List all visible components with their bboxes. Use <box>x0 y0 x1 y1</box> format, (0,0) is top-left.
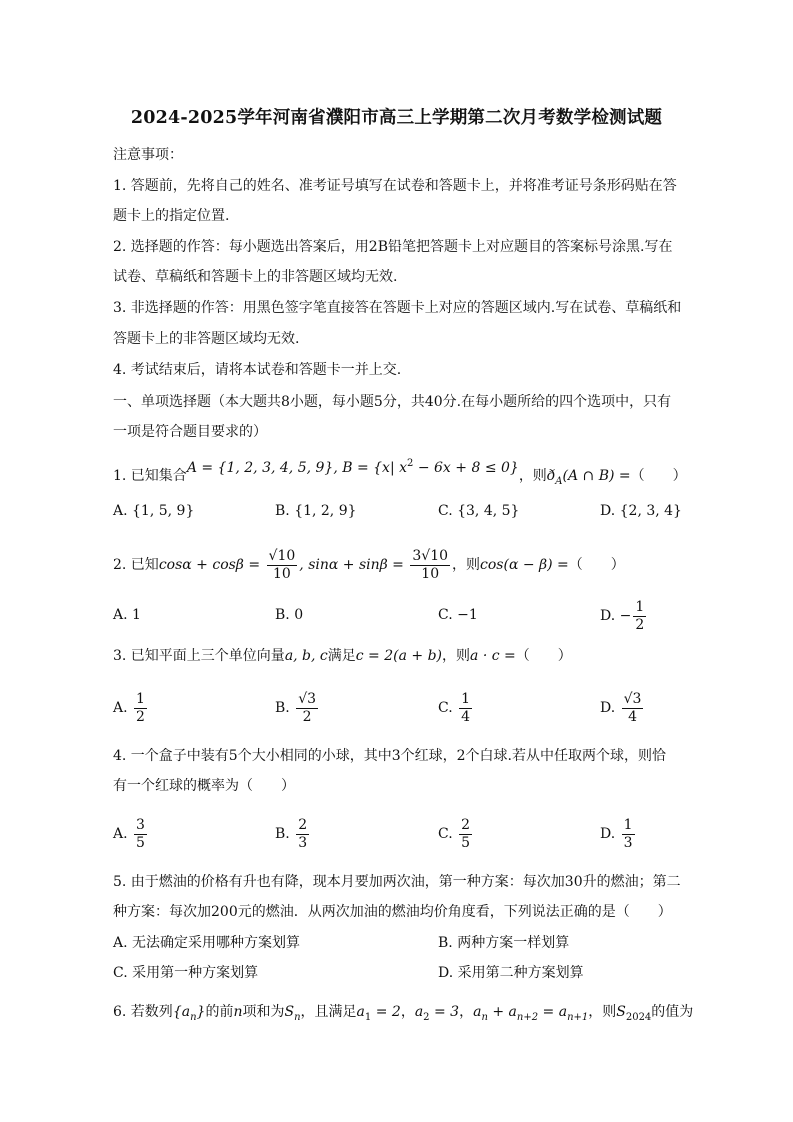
question-5-line-2: 种方案：每次加200元的燃油．从两次加油的燃油均价角度看，下列说法正确的是（ ） <box>113 904 672 920</box>
page-title: 2024-2025学年河南省濮阳市高三上学期第二次月考数学检测试题 <box>130 108 663 128</box>
q2-prefix: 2. 已知 <box>113 557 159 573</box>
q1-tail: ，则 <box>518 468 547 484</box>
q2-lhs-1: cosα + cosβ = <box>158 557 261 573</box>
question-4-line-1: 4. 一个盒子中装有5个大小相同的小球，其中3个红球，2个白球.若从中任取两个球，则恰 <box>113 748 666 764</box>
question-6: 6. 若数列$\{a_n\}$的前n项和为$S_n$，且满足$a_1 = 2$，$a_2 = 3$，$a_n + a_{n+2} = a_{n+1}$，则$S_{2024}$的值为 <box>113 1004 694 1023</box>
q2-expr: cos(α − β) = <box>480 557 569 573</box>
q2-fraction-1: $\frac{√10}{10}$ <box>268 547 296 582</box>
q5-option-a: A. 无法确定采用哪种方案划算 <box>113 935 301 951</box>
q3-option-a: A. $\frac{1}{2}$ <box>113 690 145 725</box>
notice-heading: 注意事项： <box>113 147 183 163</box>
q4-option-a: A. $\frac{3}{5}$ <box>113 816 145 851</box>
q5-option-b: B. 两种方案一样划算 <box>438 935 570 951</box>
q4-option-b: B. $\frac{2}{3}$ <box>275 816 308 851</box>
q1-paren: （ ） <box>630 468 687 484</box>
question-4-line-2: 有一个红球的概率为（ ） <box>113 778 295 794</box>
question-1: 1. 已知集合A = {1, 2, 3, 4, 5, 9}, B = {x| $x^2 - 6x + 8 \le 0$}，则$ð_A(A$ ∩ B) =（ ） <box>113 458 687 487</box>
q3-vectors: a, b, c <box>284 648 328 664</box>
q3-option-c: C. $\frac{1}{4}$ <box>438 690 471 725</box>
q3-option-d: D. $\frac{√3}{4}$ <box>600 690 642 725</box>
q3-cond: 满足 <box>327 648 356 664</box>
q3-expr: a · c = <box>470 648 516 664</box>
q3-option-b: B. $\frac{√3}{2}$ <box>275 690 317 725</box>
notice-line-2: 题卡上的指定位置. <box>113 208 230 224</box>
q1-option-b: B. {1, 2, 9} <box>275 503 357 519</box>
q1-option-a: A. {1, 5, 9} <box>113 503 195 519</box>
section-heading-line-2: 一项是符合题目要求的） <box>113 424 267 440</box>
q3-prefix: 3. 已知平面上三个单位向量 <box>113 648 285 664</box>
q1-set-b-post: − 6x + 8 ≤ 0} <box>413 460 519 476</box>
notice-line-4: 试卷、草稿纸和答题卡上的非答题区域均无效. <box>113 269 398 285</box>
q2-option-c: C. −1 <box>438 607 478 623</box>
question-3 <box>113 647 572 665</box>
question-5-line-1: 5. 由于燃油的价格有升也有降，现本月要加两次油，第一种方案：每次加30升的燃油；第二 <box>113 874 681 890</box>
q1-set-a: A = {1, 2, 3, 4, 5, 9} <box>186 460 334 476</box>
q2-tail: ，则 <box>452 557 481 573</box>
q1-prefix: 1. 已知集合 <box>113 468 187 484</box>
q2-option-a: A. 1 <box>113 607 141 623</box>
q1-expr: (A ∩ B) = <box>562 468 631 484</box>
q3-equation: c = 2(a + b) <box>355 648 443 664</box>
q2-paren: （ ） <box>568 557 625 573</box>
question-2 <box>113 545 625 585</box>
q1-set-b-pre: , B = {x| x <box>333 460 408 476</box>
notice-line-7: 4. 考试结束后，请将本试卷和答题卡一并上交. <box>113 362 402 378</box>
q4-option-c: C. $\frac{2}{5}$ <box>438 816 471 851</box>
q2-lhs-2: , sinα + sinβ = <box>299 557 404 573</box>
section-heading-line-1: 一、单项选择题（本大题共8小题，每小题5分，共40分.在每小题所给的四个选项中，只有 <box>113 394 672 410</box>
notice-line-6: 答题卡上的非答题区域均无效. <box>113 331 300 347</box>
q3-paren: （ ） <box>515 648 572 664</box>
q5-option-c: C. 采用第一种方案划算 <box>113 965 259 981</box>
q1-option-c: C. {3, 4, 5} <box>438 503 520 519</box>
q2-option-d: D. − $\frac{1}{2}$ <box>600 598 645 633</box>
q5-option-d: D. 采用第二种方案划算 <box>438 965 584 981</box>
notice-line-3: 2. 选择题的作答：每小题选出答案后，用2B铅笔把答题卡上对应题目的答案标号涂黑.写在 <box>113 239 673 255</box>
q2-fraction-2: $\frac{3√10}{10}$ <box>412 547 449 582</box>
q1-expr-symbol: ð <box>546 468 556 484</box>
q3-tail: ，则 <box>442 648 471 664</box>
q4-option-d: D. $\frac{1}{3}$ <box>600 816 633 851</box>
notice-line-1: 1. 答题前，先将自己的姓名、准考证号填写在试卷和答题卡上，并将准考证号条形码贴在答 <box>113 178 677 194</box>
q1-option-d: D. {2, 3, 4} <box>600 503 682 519</box>
q2-option-b: B. 0 <box>275 607 304 623</box>
notice-line-5: 3. 非选择题的作答：用黑色签字笔直接答在答题卡上对应的答题区域内.写在试卷、草稿纸和 <box>113 300 682 316</box>
